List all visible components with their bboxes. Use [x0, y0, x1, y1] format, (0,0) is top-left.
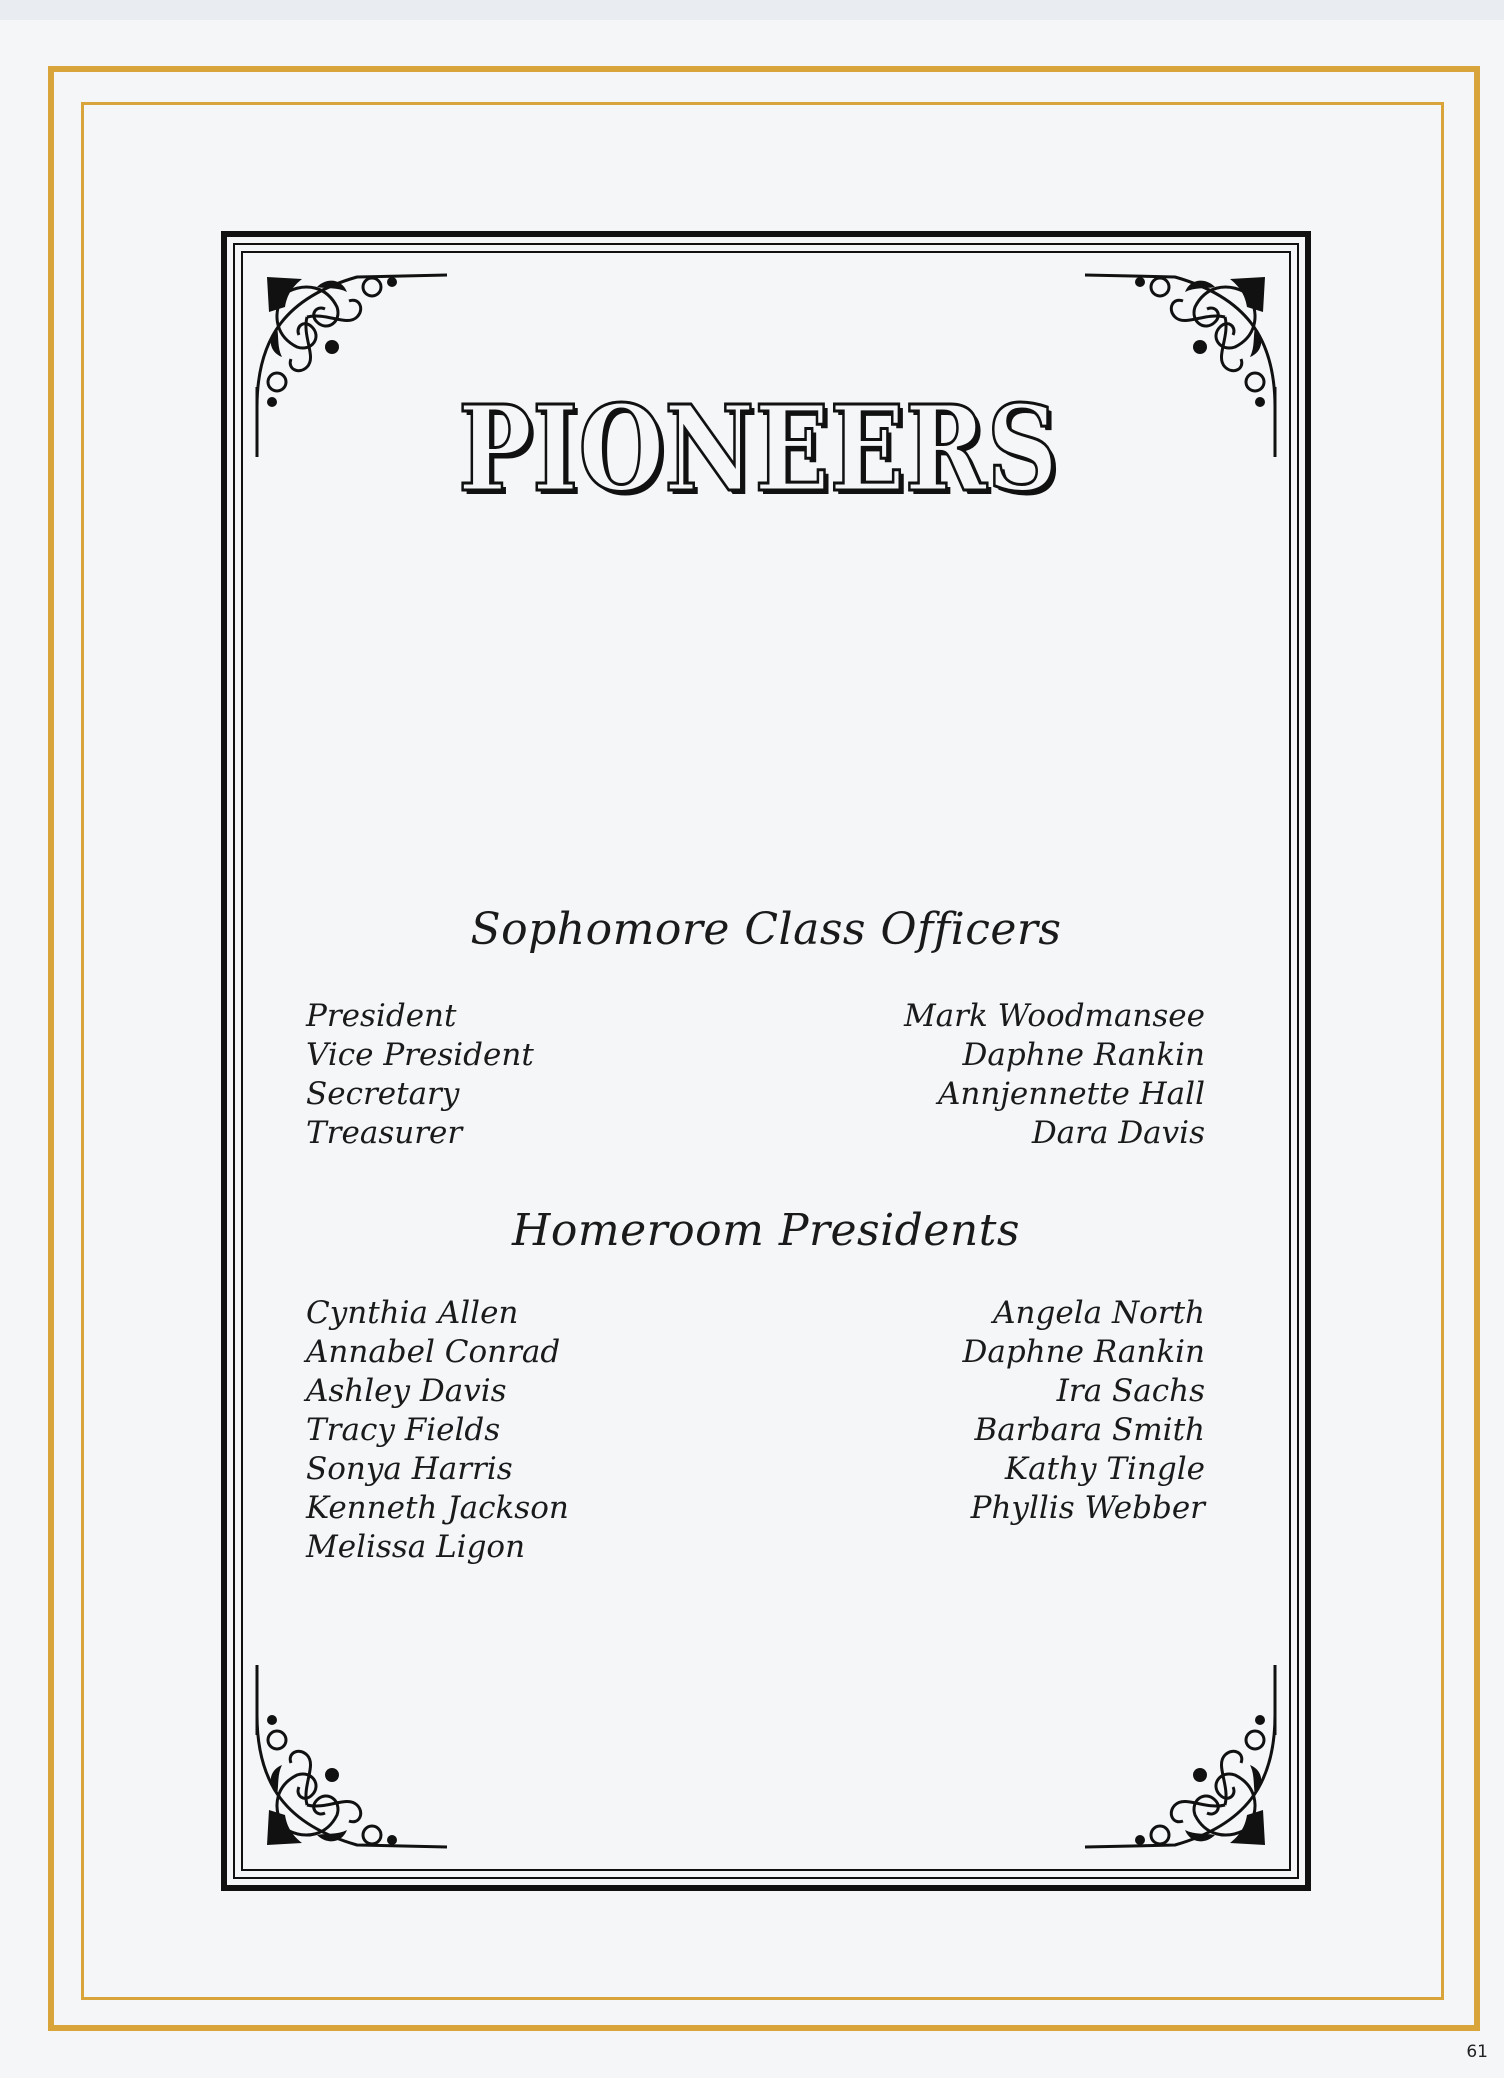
officer-name: Annjennette Hall: [937, 1076, 1205, 1112]
homeroom-president: Annabel Conrad: [306, 1334, 561, 1370]
corner-ornament-top-left: [247, 257, 457, 467]
officer-roles: [306, 997, 534, 1153]
homeroom-left-list: [306, 1294, 569, 1567]
officer-role: Treasurer: [306, 1115, 463, 1151]
homeroom-president: Kenneth Jackson: [306, 1490, 569, 1526]
homeroom-president: Barbara Smith: [974, 1412, 1205, 1448]
officer-role: Vice President: [306, 1037, 534, 1073]
homeroom-president: Tracy Fields: [306, 1412, 501, 1448]
officers-heading: Sophomore Class Officers: [470, 904, 1062, 955]
homeroom-right-list: [800, 1294, 1205, 1528]
corner-ornament-bottom-right: [1075, 1655, 1285, 1865]
homeroom-president: Angela North: [993, 1295, 1205, 1331]
officer-name: Mark Woodmansee: [903, 998, 1205, 1034]
homeroom-president: Ashley Davis: [306, 1373, 507, 1409]
page-title: [440, 380, 1080, 520]
officer-names: [800, 997, 1205, 1153]
page-title-text: PIONEERS: [458, 380, 1058, 518]
homeroom-president: Phyllis Webber: [970, 1490, 1205, 1526]
homeroom-president: Daphne Rankin: [962, 1334, 1205, 1370]
officer-name: Daphne Rankin: [962, 1037, 1205, 1073]
page-number: 61: [1466, 2042, 1488, 2062]
homeroom-president: Melissa Ligon: [306, 1529, 526, 1565]
homeroom-president: Kathy Tingle: [1004, 1451, 1205, 1487]
homeroom-heading: Homeroom Presidents: [512, 1205, 1020, 1256]
officer-name: Dara Davis: [1031, 1115, 1205, 1151]
homeroom-president: Sonya Harris: [306, 1451, 513, 1487]
page-title-shadow: PIONEERS: [462, 383, 1062, 520]
officer-role: Secretary: [306, 1076, 460, 1112]
homeroom-president: Cynthia Allen: [306, 1295, 519, 1331]
corner-ornament-bottom-left: [247, 1655, 457, 1865]
homeroom-president: Ira Sachs: [1056, 1373, 1205, 1409]
corner-ornament-top-right: [1075, 257, 1285, 467]
officer-role: President: [306, 998, 457, 1034]
